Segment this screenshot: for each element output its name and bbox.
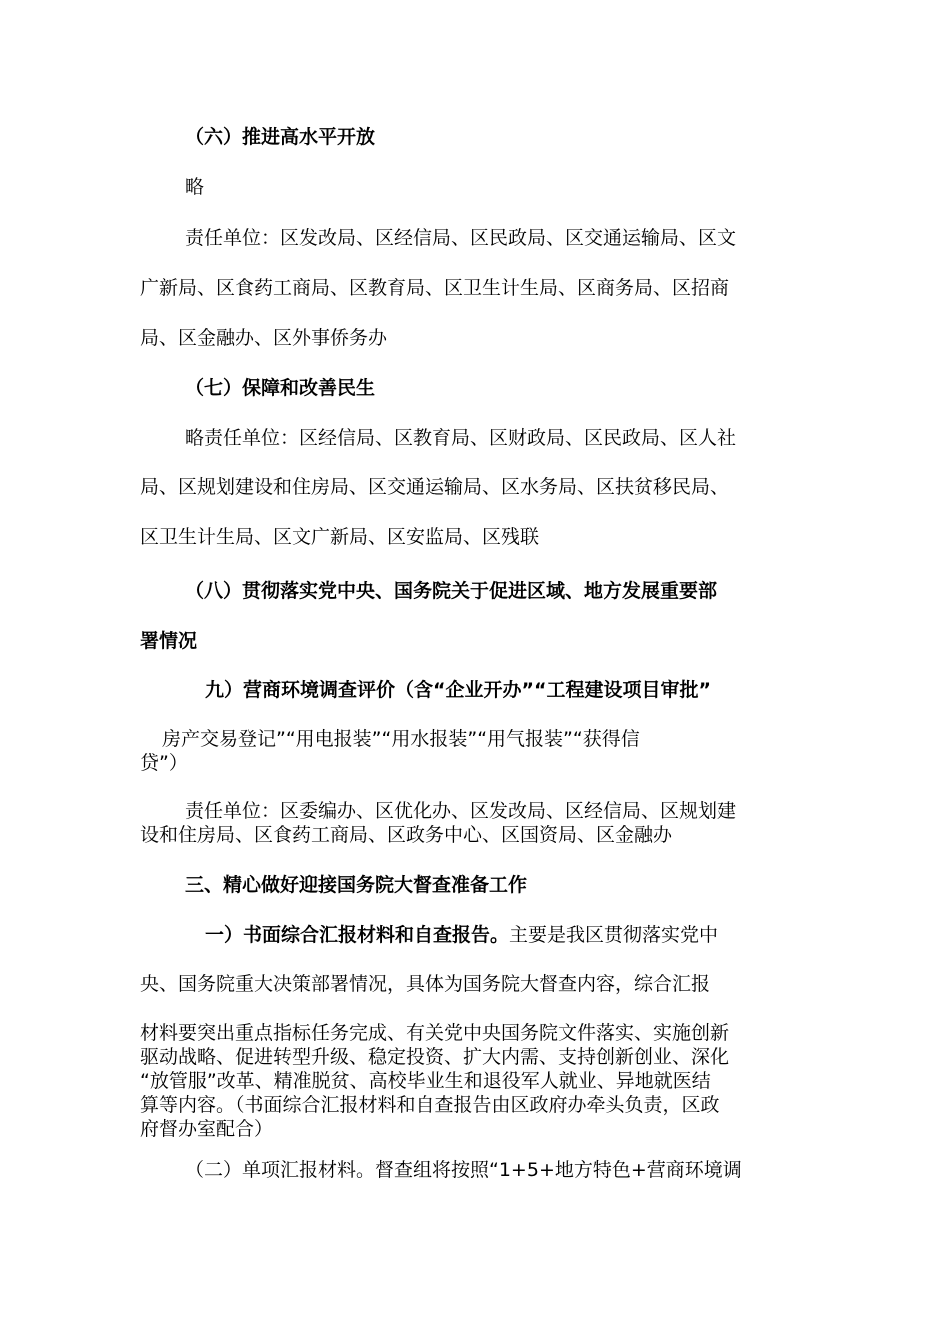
section-three-item1-line-4: “放管服”改革、精准脱贫、高校毕业生和退役军人就业、异地就医结	[140, 1070, 711, 1092]
section-nine-cont-line-1: 房产交易登记”“用电报装”“用水报装”“用气报装”“获得信	[162, 728, 640, 750]
section-eight-heading-line-2: 署情况	[140, 630, 198, 652]
section-seven-resp-line-2: 局、区规划建设和住房局、区交通运输局、区水务局、区扶贫移民局、	[140, 476, 730, 498]
section-three-item1-title: 一）书面综合汇报材料和自查报告。	[205, 924, 510, 946]
section-six-omitted: 略	[185, 176, 205, 198]
section-three-item1-first-line	[205, 922, 718, 948]
section-nine-resp-line-1: 责任单位：区委编办、区优化办、区发改局、区经信局、区规划建	[185, 800, 737, 822]
section-eight-heading-line-1: （八）贯彻落实党中央、国务院关于促进区域、地方发展重要部	[185, 580, 718, 602]
section-seven-heading: （七）保障和改善民生	[185, 377, 376, 399]
section-three-heading: 三、精心做好迎接国务院大督查准备工作	[185, 874, 528, 896]
section-six-resp-line-3: 局、区金融办、区外事侨务办	[140, 327, 388, 349]
section-three-item1-line-6: 府督办室配合）	[140, 1118, 274, 1140]
section-six-resp-line-1: 责任单位：区发改局、区经信局、区民政局、区交通运输局、区文	[185, 227, 737, 249]
section-seven-resp-line-3: 区卫生计生局、区文广新局、区安监局、区残联	[140, 526, 540, 548]
section-three-item2: （二）单项汇报材料。督查组将按照“1+5+地方特色+营商环境调	[185, 1159, 742, 1181]
section-six-heading: （六）推进高水平开放	[185, 126, 376, 148]
section-three-item1-line-3: 驱动战略、促进转型升级、稳定投资、扩大内需、支持创新创业、深化	[140, 1046, 730, 1068]
section-six-resp-line-2: 广新局、区食药工商局、区教育局、区卫生计生局、区商务局、区招商	[140, 277, 730, 299]
section-three-item1-lead: 主要是我区贯彻落实党中	[509, 924, 719, 946]
section-three-item1-line-2: 材料要突出重点指标任务完成、有关党中央国务院文件落实、实施创新	[140, 1022, 730, 1044]
section-nine-resp-line-2: 设和住房局、区食药工商局、区政务中心、区国资局、区金融办	[140, 824, 673, 846]
section-nine-heading: 九）营商环境调查评价（含“企业开办”“工程建设项目审批”	[205, 679, 711, 701]
section-three-item1-line-1: 央、国务院重大决策部署情况，具体为国务院大督查内容，综合汇报	[140, 973, 711, 995]
section-seven-resp-line-1: 略责任单位：区经信局、区教育局、区财政局、区民政局、区人社	[185, 427, 737, 449]
section-nine-cont-line-2: 贷”）	[140, 752, 188, 774]
section-three-item1-line-5: 算等内容。（书面综合汇报材料和自查报告由区政府办牵头负责，区政	[140, 1094, 720, 1116]
